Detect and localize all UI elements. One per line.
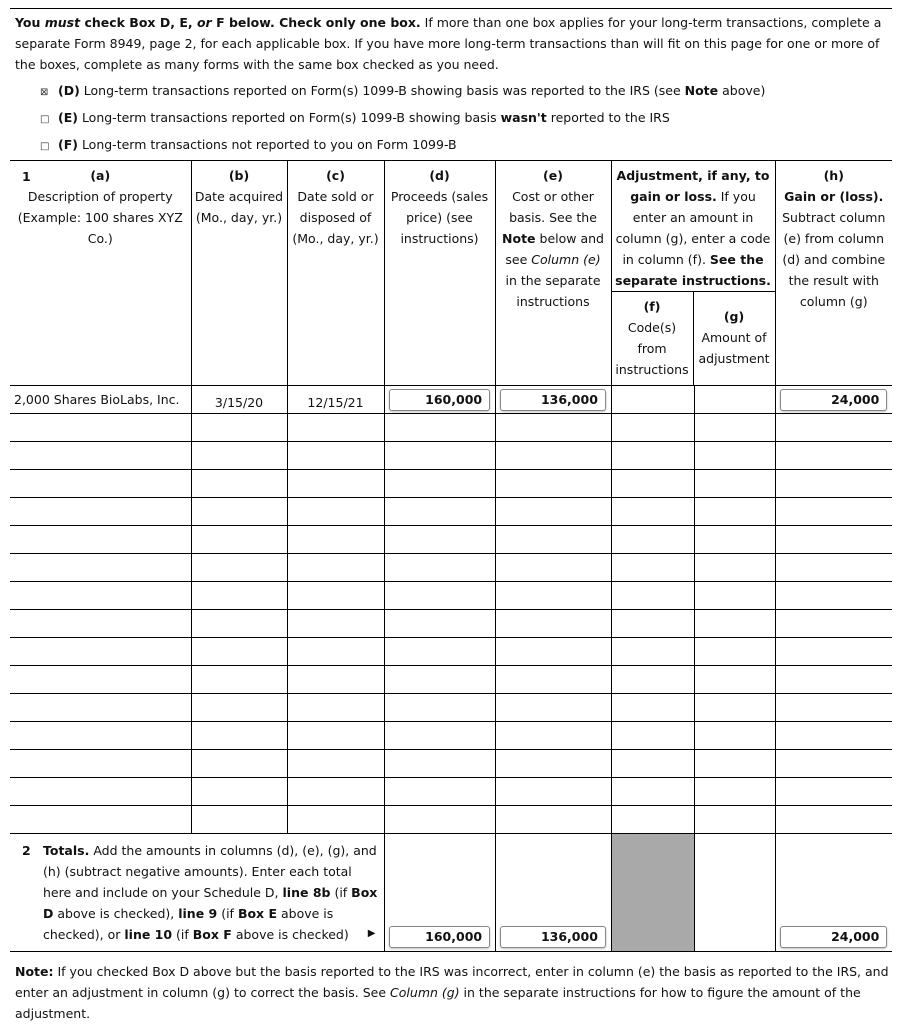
col-d-header bbox=[384, 161, 495, 386]
line-number: 2 bbox=[22, 843, 31, 858]
cell-description[interactable] bbox=[10, 498, 191, 526]
cell-proceeds[interactable] bbox=[384, 582, 495, 610]
cell-description[interactable] bbox=[10, 666, 191, 694]
totals-description: 2 Totals. Add the amounts in columns (d), (e), (g), and (h) (subtract negative amounts). Enter each total here and include on your Schedule D, line 8b (if Box D above is checked), line 9 (if Box E above is checked), or line 10 (if Box F above is checked) ▶ bbox=[10, 834, 384, 952]
cell-cost-basis[interactable] bbox=[495, 750, 611, 778]
table-row bbox=[10, 526, 892, 554]
cell-proceeds[interactable] bbox=[384, 414, 495, 442]
cell-date-acquired[interactable] bbox=[191, 666, 287, 694]
cell-adjustment[interactable] bbox=[694, 470, 775, 498]
cell-gain-loss[interactable] bbox=[775, 750, 892, 778]
cell-proceeds[interactable] bbox=[384, 722, 495, 750]
cell-date-sold[interactable] bbox=[287, 582, 384, 610]
top-divider bbox=[10, 8, 892, 9]
cell-date-acquired[interactable] bbox=[191, 638, 287, 666]
cell-proceeds[interactable] bbox=[384, 470, 495, 498]
cell-description[interactable] bbox=[10, 694, 191, 722]
cell-adjustment[interactable] bbox=[694, 666, 775, 694]
cell-description[interactable] bbox=[10, 750, 191, 778]
table-row bbox=[10, 806, 892, 834]
cell-adjustment[interactable] bbox=[694, 806, 775, 834]
cell-date-sold[interactable] bbox=[287, 414, 384, 442]
cell-adjustment[interactable] bbox=[694, 750, 775, 778]
table-row bbox=[10, 554, 892, 582]
cell-adjustment[interactable] bbox=[694, 414, 775, 442]
instructions-rest: If more than one box applies for your long-term transactions, complete a separate Form 8949, page 2, for each applicable box. If you have more long-term transactions than will fit on this page for one or more of the boxes, complete as many forms with the same box checked as you need. bbox=[15, 15, 882, 72]
cell-code[interactable] bbox=[611, 778, 694, 806]
total-code-shaded-cell bbox=[611, 834, 694, 952]
table-row bbox=[10, 414, 892, 442]
col-f-header: (f) Code(s) from instructions bbox=[612, 292, 694, 385]
col-description: Cost or other basis. See the Note below and see Column (e) in the separate instructions bbox=[502, 189, 604, 309]
table-row bbox=[10, 638, 892, 666]
col-letter: (c) bbox=[326, 168, 345, 183]
cell-date-sold[interactable] bbox=[287, 470, 384, 498]
cell-description[interactable] bbox=[10, 722, 191, 750]
box-f-option[interactable] bbox=[40, 134, 765, 161]
cell-proceeds[interactable] bbox=[384, 442, 495, 470]
cell-adjustment[interactable] bbox=[694, 386, 775, 414]
col-letter: (e) bbox=[543, 168, 563, 183]
cell-description[interactable] bbox=[10, 470, 191, 498]
cell-code[interactable] bbox=[611, 554, 694, 582]
cell-proceeds[interactable] bbox=[384, 694, 495, 722]
col-letter: (b) bbox=[228, 168, 250, 183]
cell-description[interactable] bbox=[10, 582, 191, 610]
arrow-right-icon: ▶ bbox=[367, 928, 376, 939]
cell-cost-basis[interactable] bbox=[495, 582, 611, 610]
cell-code[interactable] bbox=[611, 526, 694, 554]
table-row bbox=[10, 442, 892, 470]
cell-code[interactable] bbox=[611, 610, 694, 638]
cell-cost-basis bbox=[495, 386, 611, 414]
total-gain-loss-cell bbox=[775, 834, 892, 952]
cell-date-sold[interactable] bbox=[287, 610, 384, 638]
table-row bbox=[10, 610, 892, 638]
cell-cost-basis[interactable] bbox=[495, 442, 611, 470]
total-cost-cell bbox=[495, 834, 611, 952]
cell-date-acquired[interactable] bbox=[191, 414, 287, 442]
col-description: Proceeds (sales price) (see instructions) bbox=[390, 189, 489, 246]
table-row bbox=[10, 778, 892, 806]
proceeds-input[interactable]: 160,000 bbox=[389, 389, 490, 411]
cell-date-acquired[interactable] bbox=[191, 722, 287, 750]
col-description: Subtract column (e) from column (d) and combine the result with column (g) bbox=[782, 210, 886, 309]
cell-gain-loss[interactable] bbox=[775, 414, 892, 442]
cell-description[interactable] bbox=[10, 610, 191, 638]
cell-code[interactable] bbox=[611, 722, 694, 750]
col-description: Date sold or disposed of (Mo., day, yr.) bbox=[292, 189, 379, 246]
cell-gain-loss[interactable] bbox=[775, 666, 892, 694]
cell-adjustment[interactable] bbox=[694, 610, 775, 638]
cell-proceeds[interactable] bbox=[384, 498, 495, 526]
cell-cost-basis[interactable] bbox=[495, 806, 611, 834]
cell-proceeds[interactable] bbox=[384, 806, 495, 834]
cell-adjustment[interactable] bbox=[694, 554, 775, 582]
cell-gain-loss[interactable] bbox=[775, 582, 892, 610]
cell-gain-loss[interactable] bbox=[775, 610, 892, 638]
table-row bbox=[10, 694, 892, 722]
instructions-paragraph bbox=[15, 12, 895, 75]
cell-date-sold[interactable] bbox=[287, 666, 384, 694]
cell-date-acquired[interactable] bbox=[191, 610, 287, 638]
cell-code[interactable] bbox=[611, 694, 694, 722]
note-paragraph: Note: If you checked Box D above but the basis reported to the IRS was incorrect, enter in column (e) the basis as reported to the IRS, and enter an adjustment in column (g) to correct the basis. See Column (g) in the separate instructions for how to figure the amount of the adjustment. bbox=[15, 964, 889, 1021]
table-row bbox=[10, 750, 892, 778]
cell-date-acquired[interactable] bbox=[191, 750, 287, 778]
col-description: Description of property (Example: 100 shares XYZ Co.) bbox=[17, 189, 183, 246]
table-header-row bbox=[10, 161, 892, 386]
cell-adjustment[interactable] bbox=[694, 722, 775, 750]
box-text-bold: wasn't bbox=[500, 110, 547, 125]
cell-proceeds[interactable] bbox=[384, 638, 495, 666]
cell-code[interactable] bbox=[611, 386, 694, 414]
cell-proceeds[interactable] bbox=[384, 666, 495, 694]
cell-date-sold[interactable] bbox=[287, 722, 384, 750]
gain-loss-input[interactable]: 24,000 bbox=[780, 389, 887, 411]
box-letter: (E) bbox=[57, 110, 78, 125]
cell-adjustment[interactable] bbox=[694, 778, 775, 806]
col-letter: (d) bbox=[429, 168, 450, 183]
col-c-header bbox=[287, 161, 384, 386]
adjustment-description: Adjustment, if any, to gain or loss. If you enter an amount in column (g), enter a code in column (f). See the separate instructions. bbox=[612, 161, 775, 292]
cell-code[interactable] bbox=[611, 498, 694, 526]
cell-cost-basis[interactable] bbox=[495, 638, 611, 666]
total-proceeds-cell bbox=[384, 834, 495, 952]
cell-cost-basis[interactable] bbox=[495, 554, 611, 582]
note-label: Note: bbox=[15, 964, 54, 979]
cell-adjustment[interactable] bbox=[694, 526, 775, 554]
table-row bbox=[10, 386, 892, 414]
col-letter: (a) bbox=[90, 168, 111, 183]
cell-code[interactable] bbox=[611, 414, 694, 442]
box-e-option[interactable] bbox=[40, 107, 765, 134]
cell-code[interactable] bbox=[611, 638, 694, 666]
cell-date-sold[interactable] bbox=[287, 778, 384, 806]
cell-description[interactable] bbox=[10, 414, 191, 442]
col-h-header bbox=[775, 161, 892, 386]
cell-gain-loss[interactable] bbox=[775, 498, 892, 526]
cell-proceeds[interactable] bbox=[384, 610, 495, 638]
cell-gain-loss[interactable] bbox=[775, 638, 892, 666]
cell-adjustment[interactable] bbox=[694, 442, 775, 470]
cell-cost-basis[interactable] bbox=[495, 722, 611, 750]
cell-code[interactable] bbox=[611, 750, 694, 778]
cell-cost-basis[interactable] bbox=[495, 414, 611, 442]
cell-gain-loss[interactable] bbox=[775, 526, 892, 554]
table-row bbox=[10, 498, 892, 526]
cell-proceeds bbox=[384, 386, 495, 414]
box-text: Long-term transactions reported on Form(s) 1099-B showing basis was reported to the IRS (see bbox=[83, 83, 685, 98]
table-row bbox=[10, 722, 892, 750]
checkbox-unchecked-icon[interactable]: □ bbox=[40, 114, 50, 125]
cell-gain-loss[interactable] bbox=[775, 442, 892, 470]
box-text-after: reported to the IRS bbox=[546, 110, 670, 125]
total-cost-input[interactable]: 136,000 bbox=[500, 926, 606, 948]
cell-date-acquired[interactable]: 3/15/20 bbox=[191, 386, 287, 414]
col-a-header bbox=[10, 161, 191, 386]
cost-basis-input[interactable]: 136,000 bbox=[500, 389, 606, 411]
cell-gain-loss[interactable] bbox=[775, 806, 892, 834]
totals-row bbox=[10, 834, 892, 952]
checkbox-unchecked-icon[interactable]: □ bbox=[40, 141, 50, 152]
cell-date-sold[interactable] bbox=[287, 498, 384, 526]
cell-date-acquired[interactable] bbox=[191, 470, 287, 498]
cell-adjustment[interactable] bbox=[694, 638, 775, 666]
cell-adjustment[interactable] bbox=[694, 498, 775, 526]
total-gain-loss-input[interactable]: 24,000 bbox=[780, 926, 887, 948]
cell-proceeds[interactable] bbox=[384, 750, 495, 778]
cell-date-acquired[interactable] bbox=[191, 806, 287, 834]
cell-description[interactable] bbox=[10, 554, 191, 582]
cell-proceeds[interactable] bbox=[384, 554, 495, 582]
col-description: Date acquired (Mo., day, yr.) bbox=[194, 189, 284, 225]
checkbox-checked-icon[interactable]: ⊠ bbox=[40, 87, 49, 98]
line-number: 1 bbox=[22, 169, 31, 184]
cell-gain-loss[interactable] bbox=[775, 694, 892, 722]
col-e-header bbox=[495, 161, 611, 386]
transactions-table bbox=[10, 160, 892, 952]
cell-code[interactable] bbox=[611, 666, 694, 694]
cell-description[interactable] bbox=[10, 638, 191, 666]
cell-description[interactable] bbox=[10, 442, 191, 470]
box-text-bold: Note bbox=[684, 83, 719, 98]
cell-date-acquired[interactable] bbox=[191, 582, 287, 610]
box-selection-group bbox=[40, 80, 765, 161]
cell-date-acquired[interactable] bbox=[191, 498, 287, 526]
cell-date-acquired[interactable] bbox=[191, 526, 287, 554]
cell-cost-basis[interactable] bbox=[495, 694, 611, 722]
cell-gain-loss[interactable] bbox=[775, 554, 892, 582]
cell-gain-loss[interactable] bbox=[775, 778, 892, 806]
cell-cost-basis[interactable] bbox=[495, 610, 611, 638]
cell-cost-basis[interactable] bbox=[495, 498, 611, 526]
table-row bbox=[10, 666, 892, 694]
cell-gain-loss[interactable] bbox=[775, 470, 892, 498]
col-h-bold: Gain or (loss). bbox=[784, 189, 884, 204]
col-b-header bbox=[191, 161, 287, 386]
cell-cost-basis[interactable] bbox=[495, 470, 611, 498]
cell-description[interactable] bbox=[10, 526, 191, 554]
box-text-after: above) bbox=[718, 83, 766, 98]
cell-description[interactable] bbox=[10, 778, 191, 806]
cell-date-sold[interactable] bbox=[287, 638, 384, 666]
cell-code[interactable] bbox=[611, 582, 694, 610]
cell-date-sold[interactable] bbox=[287, 694, 384, 722]
cell-adjustment[interactable] bbox=[694, 694, 775, 722]
cell-description[interactable] bbox=[10, 806, 191, 834]
cell-date-sold[interactable] bbox=[287, 442, 384, 470]
cell-date-sold[interactable] bbox=[287, 750, 384, 778]
cell-cost-basis[interactable] bbox=[495, 778, 611, 806]
box-letter: (F) bbox=[57, 137, 78, 152]
box-d-option[interactable] bbox=[40, 80, 765, 107]
cell-code[interactable] bbox=[611, 470, 694, 498]
cell-adjustment[interactable] bbox=[694, 582, 775, 610]
cell-date-acquired[interactable] bbox=[191, 442, 287, 470]
cell-proceeds[interactable] bbox=[384, 778, 495, 806]
cell-date-sold[interactable] bbox=[287, 554, 384, 582]
cell-code[interactable] bbox=[611, 806, 694, 834]
cell-code[interactable] bbox=[611, 442, 694, 470]
adjustment-header bbox=[611, 161, 775, 386]
cell-date-sold[interactable]: 12/15/21 bbox=[287, 386, 384, 414]
table-row bbox=[10, 470, 892, 498]
total-proceeds-input[interactable]: 160,000 bbox=[389, 926, 490, 948]
cell-date-acquired[interactable] bbox=[191, 554, 287, 582]
cell-date-acquired[interactable] bbox=[191, 694, 287, 722]
table-row bbox=[10, 582, 892, 610]
cell-cost-basis[interactable] bbox=[495, 666, 611, 694]
box-text: Long-term transactions reported on Form(s) 1099-B showing basis bbox=[81, 110, 501, 125]
cell-gain-loss[interactable] bbox=[775, 722, 892, 750]
col-letter: (h) bbox=[823, 168, 844, 183]
cell-date-acquired[interactable] bbox=[191, 778, 287, 806]
box-letter: (D) bbox=[57, 83, 80, 98]
cell-cost-basis[interactable] bbox=[495, 526, 611, 554]
cell-date-sold[interactable] bbox=[287, 526, 384, 554]
col-g-header: (g) Amount of adjustment bbox=[698, 309, 770, 366]
cell-proceeds[interactable] bbox=[384, 526, 495, 554]
box-text: Long-term transactions not reported to you on Form 1099-B bbox=[81, 137, 457, 152]
cell-gain-loss bbox=[775, 386, 892, 414]
cell-description[interactable]: 2,000 Shares BioLabs, Inc. bbox=[10, 386, 191, 414]
must-check-instruction: You must check Box D, E, or F below. Check only one box. bbox=[15, 15, 421, 30]
cell-date-sold[interactable] bbox=[287, 806, 384, 834]
total-adjustment-cell[interactable] bbox=[694, 834, 775, 952]
